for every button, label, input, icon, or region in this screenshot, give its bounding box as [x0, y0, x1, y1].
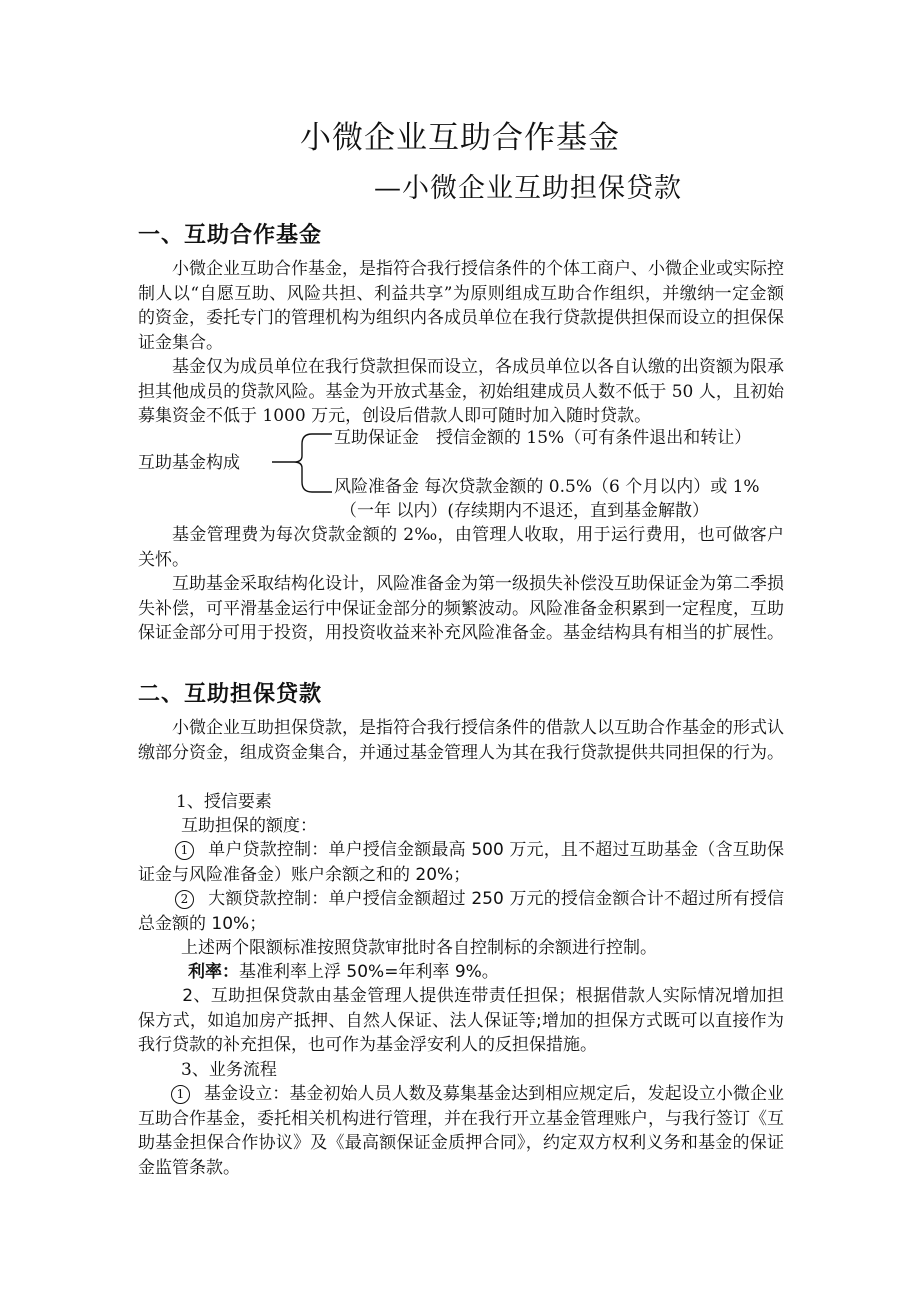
- limit-item-1-text: 单户贷款控制：单户授信金额最高 500 万元，且不超过互助基金（含互助保证金与风险准备金）账户余额之和的 20%；: [138, 840, 784, 885]
- limit-item-1: [138, 838, 784, 887]
- section1-paragraph-3: 基金管理费为每次贷款金额的 2‰，由管理人收取，用于运行费用，也可做客户关怀。: [138, 525, 784, 570]
- circled-number-2: 2: [175, 890, 194, 909]
- process-step-1: [138, 1082, 784, 1180]
- section1-heading: 一、互助合作基金: [138, 223, 323, 248]
- composition-item-risk-reserve-cont: （一年 以内）(存续期内不退还，直到基金解散）: [340, 501, 710, 521]
- limit-note: 上述两个限额标准按照贷款审批时各自控制标的余额进行控制。: [181, 938, 657, 958]
- item2-paragraph: 2、互助担保贷款由基金管理人提供连带责任担保；根据借款人实际情况增加担保方式，如追加房产抵押、自然人保证、法人保证等;增加的担保方式既可以直接作为我行贷款的补充担保，也可作为基金浮安利人的反担保措施。: [138, 986, 784, 1056]
- item1-title: 1、授信要素: [176, 792, 272, 812]
- interest-rate-line: [188, 960, 499, 984]
- section1-paragraph-2: 基金仅为成员单位在我行贷款担保而设立，各成员单位以各自认缴的出资额为限承担其他成员的贷款风险。基金为开放式基金，初始组建成员人数不低于 50 人，且初始募集资金不低于 1000 万元，创设后借款人即可随时加入随时贷款。: [138, 357, 784, 427]
- limit-item-2: [138, 887, 784, 936]
- interest-rate-label: 利率：: [188, 962, 239, 982]
- document-title: 小微企业互助合作基金: [300, 120, 620, 156]
- section1-paragraph-4: 互助基金采取结构化设计，风险准备金为第一级损失补偿没互助保证金为第二季损失补偿，可平滑基金运行中保证金部分的频繁波动。风险准备金积累到一定程度，互助保证金部分可用于投资，用投资收益来补充风险准备金。基金结构具有相当的扩展性。: [138, 574, 784, 644]
- limit-label: 互助担保的额度：: [181, 816, 317, 836]
- composition-item-risk-reserve: 风险准备金 每次贷款金额的 0.5%（6 个月以内）或 1%: [334, 477, 760, 497]
- interest-rate-text: 基准利率上浮 50%=年利率 9%。: [239, 962, 499, 982]
- section2-paragraph-1: 小微企业互助担保贷款，是指符合我行授信条件的借款人以互助合作基金的形式认缴部分资金，组成资金集合，并通过基金管理人为其在我行贷款提供共同担保的行为。: [138, 718, 784, 763]
- limit-item-2-text: 大额贷款控制：单户授信金额超过 250 万元的授信金额合计不超过所有授信总金额的 10%；: [138, 889, 784, 934]
- composition-label: 互助基金构成: [138, 453, 240, 473]
- composition-item-mutual-deposit: 互助保证金 授信金额的 15%（可有条件退出和转让）: [334, 428, 752, 448]
- process-step-1-text: 基金设立：基金初始人员人数及募集基金达到相应规定后，发起设立小微企业互助合作基金，委托相关机构进行管理，并在我行开立基金管理账户，与我行签订《互助基金担保合作协议》及《最高额保证金质押合同》，约定双方权利义务和基金的保证金监管条款。: [138, 1084, 784, 1178]
- section2-heading: 二、互助担保贷款: [138, 682, 323, 707]
- item3-title: 3、业务流程: [181, 1060, 277, 1080]
- brace-icon: [268, 430, 338, 496]
- circled-number-1: 1: [175, 841, 194, 860]
- document-subtitle: —小微企业互助担保贷款: [374, 173, 682, 204]
- circled-number-3: 1: [171, 1085, 190, 1104]
- section1-paragraph-1: 小微企业互助合作基金，是指符合我行授信条件的个体工商户、小微企业或实际控制人以“自愿互助、风险共担、利益共享”为原则组成互助合作组织，并缴纳一定金额的资金，委托专门的管理机构为组织内各成员单位在我行贷款提供担保而设立的担保保证金集合。: [138, 259, 784, 353]
